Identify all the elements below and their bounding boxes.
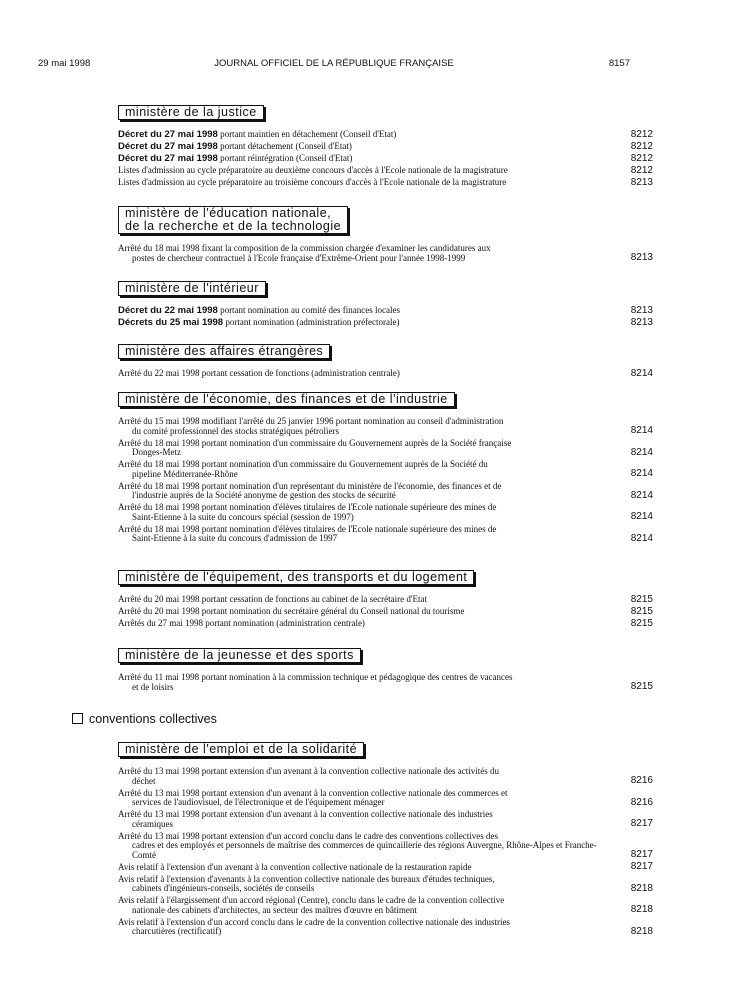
entry-description: Arrêté du 11 mai 1998 portant nomination à la commission technique et pédagogique des centres de vacances <box>118 672 513 682</box>
entry-continuation: Donges-Metz <box>132 447 181 457</box>
entry-page-number: 8213 <box>630 252 653 263</box>
entry-act-title: Décrets du 25 mai 1998 <box>118 317 224 328</box>
ministry-heading <box>118 570 474 585</box>
entry-description: portant nomination (administration préfectorale) <box>223 317 400 327</box>
entry-page-number: 8217 <box>630 861 653 872</box>
entry-continuation: déchet <box>132 775 156 786</box>
list-item <box>118 152 653 164</box>
entry-description: Arrêté du 13 mai 1998 portant extension d'un avenant à la convention collective nationale des industries <box>118 809 493 819</box>
entry-description: Listes d'admission au cycle préparatoire au deuxième concours d'accès à l'Ecole nationale de la magistrature <box>118 165 508 175</box>
entry-page-number: 8215 <box>630 617 653 629</box>
ministry-heading-line: ministère de l'éducation nationale, <box>125 206 332 220</box>
list-item <box>118 830 653 861</box>
ministry-section <box>118 568 656 631</box>
list-item <box>118 766 653 786</box>
entry-text <box>118 595 606 605</box>
list-item <box>118 437 653 458</box>
entry-act-title: Décret du 27 mai 1998 <box>118 129 218 140</box>
ministry-section <box>118 390 656 546</box>
entry-page-number: 8218 <box>630 904 653 915</box>
entry-description: Arrêtés du 27 mai 1998 portant nomination (administration centrale) <box>118 618 365 628</box>
ministry-heading-line: ministère de l'emploi et de la solidarité <box>125 742 358 756</box>
entry-continuation: du comité professionnel des stocks stratégiques pétroliers <box>132 425 339 436</box>
entry-act-title: Décret du 27 mai 1998 <box>118 141 218 152</box>
entry-page-number: 8216 <box>630 796 653 808</box>
entry-description: portant réintégration (Conseil d'Etat) <box>217 153 353 163</box>
entry-continuation: cadres et des employés et personnels de maîtrise des commerces de quincaillerie des régions Auvergne, Rhône-Alpes et Franche-Comté <box>132 840 597 860</box>
entry-list <box>118 766 653 937</box>
entry-description: portant détachement (Conseil d'Etat) <box>217 141 352 151</box>
entry-continuation: Saint-Etienne à la suite du concours spécial (session de 1997) <box>132 511 354 522</box>
entry-description: Arrêté du 15 mai 1998 modifiant l'arrêté du 25 janvier 1996 portant nomination au conseil d'administration <box>118 416 504 426</box>
ministry-heading-line: ministère de la jeunesse et des sports <box>125 648 354 662</box>
entry-act-title: Décret du 27 mai 1998 <box>118 153 218 164</box>
ministry-heading <box>118 392 455 407</box>
entry-description: portant maintien en détachement (Conseil d'Etat) <box>217 129 397 139</box>
entry-page-number: 8214 <box>630 532 653 544</box>
ministry-heading <box>118 344 330 359</box>
entry-description: Arrêté du 18 mai 1998 portant nomination d'un commissaire du Gouvernement auprès de la Société du <box>118 459 488 469</box>
ministry-heading <box>118 648 361 663</box>
checkbox-square-icon <box>72 713 83 724</box>
ministry-section <box>118 103 656 190</box>
list-item <box>118 787 653 808</box>
entry-text <box>118 607 606 617</box>
entry-description: Arrêté du 20 mai 1998 portant nomination du secrétaire général du Conseil national du tourisme <box>118 606 465 616</box>
entry-text <box>118 178 606 188</box>
entry-continuation: pipeline Méditerranée-Rhône <box>132 468 238 479</box>
list-item <box>118 480 653 501</box>
ministry-heading-line: de la recherche et de la technologie <box>125 219 342 233</box>
entry-continuation: cabinets d'ingénieurs-conseils, sociétés de conseils <box>132 883 315 893</box>
list-item <box>118 367 653 379</box>
entry-page-number: 8217 <box>630 818 653 829</box>
ministry-section <box>118 740 656 939</box>
entry-continuation: services de l'audiovisuel, de l'électronique et de l'équipement ménager <box>132 797 385 807</box>
entry-description: Arrêté du 18 mai 1998 portant nomination d'un représentant du ministère de l'économie, des finances et de <box>118 480 502 491</box>
list-item <box>118 895 653 915</box>
entry-page-number: 8212 <box>630 128 653 140</box>
header-page-number: 8157 <box>608 58 630 69</box>
ministry-heading <box>118 105 264 120</box>
entry-text <box>118 154 606 164</box>
list-item <box>118 176 653 188</box>
entry-page-number: 8218 <box>630 882 653 894</box>
entry-continuation: et de loisirs <box>132 681 174 692</box>
entry-page-number: 8214 <box>630 446 653 458</box>
entry-text <box>118 369 606 379</box>
entry-page-number: 8215 <box>630 605 653 617</box>
entry-description: Avis relatif à l'extension d'un accord conclu dans le cadre de la convention collective nationale des industries <box>118 916 510 927</box>
entry-description: portant nomination au comité des finances locales <box>217 305 401 315</box>
entry-page-number: 8214 <box>630 468 653 479</box>
entry-list <box>118 416 653 544</box>
entry-list <box>118 672 653 692</box>
list-item <box>118 243 653 263</box>
entry-description: Arrêté du 18 mai 1998 fixant la composition de la commission chargée d'examiner les candidatures aux <box>118 243 491 253</box>
ministry-heading <box>118 206 348 234</box>
entry-description: Arrêté du 18 mai 1998 portant nomination d'élèves titulaires de l'Ecole nationale supérieure des mines de <box>118 502 497 512</box>
entry-page-number: 8214 <box>630 425 653 436</box>
entry-page-number: 8214 <box>630 489 653 501</box>
entry-description: Avis relatif à l'élargissement d'un accord régional (Centre), conclu dans le cadre de la convention collective <box>118 895 505 905</box>
list-item <box>118 916 653 937</box>
entry-description: Arrêté du 13 mai 1998 portant extension d'un avenant à la convention collective nationale des activités du <box>118 766 500 776</box>
entry-page-number: 8215 <box>630 593 653 605</box>
entry-description: Arrêté du 18 mai 1998 portant nomination d'élèves titulaires de l'Ecole nationale supérieure des mines de <box>118 523 497 534</box>
entry-text <box>118 318 606 328</box>
entry-page-number: 8216 <box>630 775 653 786</box>
list-item <box>118 304 653 316</box>
entry-continuation: charcutières (rectificatif) <box>132 926 222 936</box>
header-date: 29 mai 1998 <box>38 58 91 69</box>
entry-continuation: céramiques <box>132 818 173 829</box>
entry-continuation: postes de chercheur contractuel à l'Ecole française d'Extrême-Orient pour l'année 1998-1999 <box>132 252 466 263</box>
entry-page-number: 8212 <box>630 164 653 176</box>
ministry-heading-line: ministère de l'intérieur <box>125 281 259 295</box>
list-item <box>118 502 653 522</box>
ministry-heading-line: ministère de l'équipement, des transports et du logement <box>125 570 468 584</box>
entry-text <box>118 142 606 152</box>
entry-list <box>118 367 653 379</box>
ministry-section <box>118 206 656 266</box>
list-item <box>118 523 653 544</box>
entry-text <box>118 619 606 629</box>
entry-continuation: Saint-Etienne à la suite du concours d'admission de 1997 <box>132 533 338 543</box>
entry-page-number: 8217 <box>630 849 653 860</box>
entry-description: Listes d'admission au cycle préparatoire au troisième concours d'accès à l'Ecole nationale de la magistrature <box>118 177 507 187</box>
entry-page-number: 8213 <box>630 304 653 316</box>
entry-text <box>118 439 606 449</box>
entry-page-number: 8212 <box>630 140 653 152</box>
ministry-heading-line: ministère de l'économie, des finances et de l'industrie <box>125 392 448 406</box>
ministry-section <box>118 646 656 695</box>
entry-description: Avis relatif à l'extension d'avenants à la convention collective nationale des bureaux d'études techniques, <box>118 873 495 884</box>
list-item <box>118 128 653 140</box>
list-item <box>118 416 653 436</box>
entry-page-number: 8214 <box>630 367 653 379</box>
ministry-heading <box>118 281 266 296</box>
entry-page-number: 8215 <box>630 681 653 692</box>
entry-description: Arrêté du 20 mai 1998 portant cessation de fonctions au cabinet de la secrétaire d'Etat <box>118 594 428 604</box>
running-header <box>38 58 630 72</box>
list-item <box>118 672 653 692</box>
entry-page-number: 8213 <box>630 176 653 188</box>
category-heading <box>72 712 217 726</box>
entry-description: Arrêté du 13 mai 1998 portant extension d'un accord conclu dans le cadre des conventions collectives des <box>118 830 498 841</box>
list-item <box>118 164 653 176</box>
header-journal-title: JOURNAL OFFICIEL DE LA RÉPUBLIQUE FRANÇAISE <box>214 58 454 69</box>
entry-description: Arrêté du 13 mai 1998 portant extension d'un avenant à la convention collective nationale des commerces et <box>118 787 508 798</box>
ministry-section <box>118 342 656 381</box>
list-item <box>118 459 653 479</box>
entry-text <box>118 673 606 683</box>
entry-text <box>118 810 606 820</box>
entry-text <box>118 863 606 873</box>
entry-text <box>118 306 606 316</box>
ministry-heading-line: ministère des affaires étrangères <box>125 344 324 358</box>
ministry-heading <box>118 742 364 757</box>
entry-list <box>118 243 653 263</box>
category-label: conventions collectives <box>89 712 217 726</box>
list-item <box>118 861 653 873</box>
entry-description: Arrêté du 18 mai 1998 portant nomination d'un commissaire du Gouvernement auprès de la Société française <box>118 437 512 448</box>
entry-page-number: 8214 <box>630 511 653 522</box>
entry-continuation: nationale des cabinets d'architectes, au secteur des maîtres d'œuvre en bâtiment <box>132 904 417 915</box>
entry-page-number: 8212 <box>630 152 653 164</box>
entry-page-number: 8213 <box>630 316 653 328</box>
list-item <box>118 617 653 629</box>
entry-list <box>118 304 653 328</box>
entry-text <box>118 166 606 176</box>
entry-continuation: l'industrie auprès de la Société anonyme de gestion des stocks de sécurité <box>132 490 396 500</box>
entry-list <box>118 593 653 629</box>
entry-text <box>118 130 606 140</box>
ministry-section <box>118 279 656 330</box>
entry-list <box>118 128 653 188</box>
entry-text <box>118 767 606 777</box>
list-item <box>118 809 653 829</box>
ministry-heading-line: ministère de la justice <box>125 105 257 119</box>
entry-description: Arrêté du 22 mai 1998 portant cessation de fonctions (administration centrale) <box>118 368 400 378</box>
entry-description: Avis relatif à l'extension d'un avenant à la convention collective nationale de la restauration rapide <box>118 861 472 872</box>
list-item <box>118 140 653 152</box>
entry-act-title: Décret du 22 mai 1998 <box>118 305 218 316</box>
list-item <box>118 593 653 605</box>
entry-page-number: 8218 <box>630 925 653 937</box>
list-item <box>118 605 653 617</box>
list-item <box>118 316 653 328</box>
list-item <box>118 873 653 894</box>
